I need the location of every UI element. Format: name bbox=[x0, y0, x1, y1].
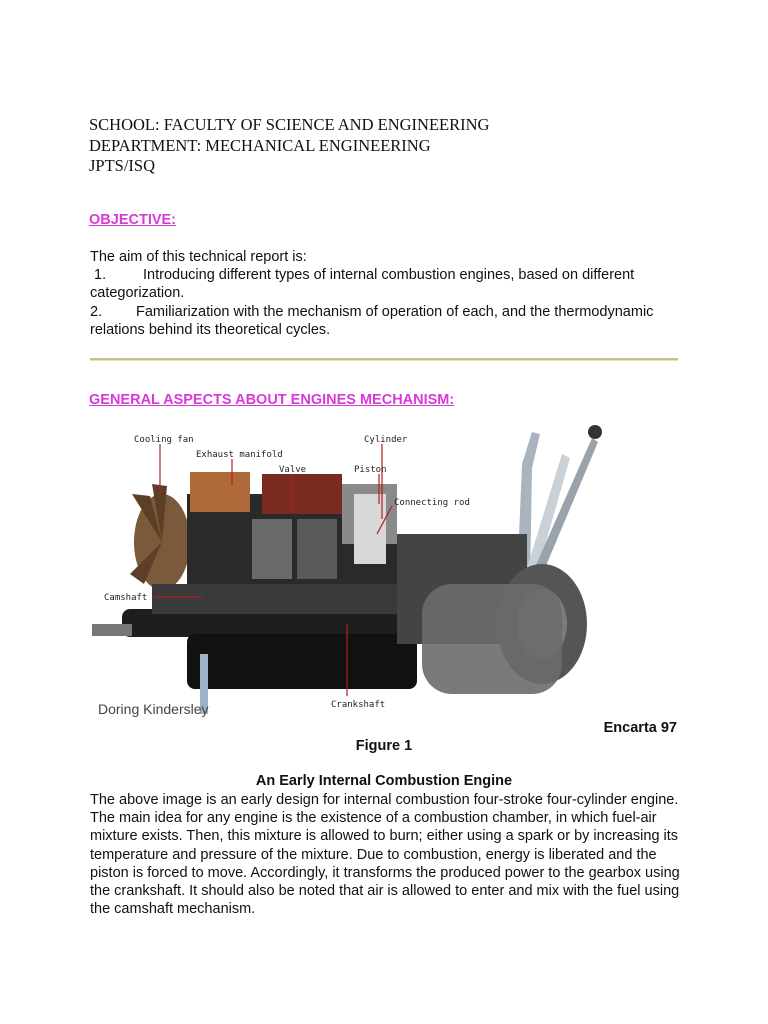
engine-illustration bbox=[92, 424, 612, 722]
label-piston: Piston bbox=[354, 465, 387, 475]
label-cylinder: Cylinder bbox=[364, 435, 408, 445]
objective-item-1 bbox=[90, 266, 690, 302]
department-line: DEPARTMENT: MECHANICAL ENGINEERING bbox=[89, 135, 431, 155]
figure-number: Figure 1 bbox=[355, 738, 413, 754]
cooling-fan-shape bbox=[130, 484, 190, 590]
school-line: SCHOOL: FACULTY OF SCIENCE AND ENGINEERING bbox=[89, 115, 490, 134]
body-paragraph: The above image is an early design for internal combustion four-stroke four-cylinder engine. The main idea for any engine is the existence of a combustion chamber, in which fuel-air mixture exists. Then, this mixture is allowed to burn; either using a spark or by increasing its temperature and pressure of the mixture. Due to combustion, energy is liberated and the piston is forced to move. Accordingly, it transforms the produced power to the gearbox using the crankshaft. It should also be noted that air is allowed to enter and mix with the fuel using the camshaft mechanism. bbox=[90, 792, 680, 918]
label-crankshaft: Crankshaft bbox=[331, 700, 386, 710]
label-valve: Valve bbox=[279, 465, 307, 475]
label-connecting-rod: Connecting rod bbox=[394, 498, 470, 508]
objective-section bbox=[90, 248, 690, 339]
objective-item-text: Familiarization with the mechanism of operation of each, and the thermodynamic relations behind its theoretical cycles. bbox=[90, 303, 654, 338]
document-header bbox=[89, 115, 489, 177]
figure-title: An Early Internal Combustion Engine bbox=[255, 773, 513, 789]
objective-item-number: 2. bbox=[90, 303, 103, 320]
objective-heading: OBJECTIVE: bbox=[89, 212, 177, 228]
label-cooling-fan: Cooling fan bbox=[134, 435, 194, 445]
figure-credit: Encarta 97 bbox=[603, 720, 677, 736]
label-exhaust-manifold: Exhaust manifold bbox=[196, 450, 283, 460]
gear-lever-shape bbox=[517, 425, 602, 584]
general-aspects-heading: GENERAL ASPECTS ABOUT ENGINES MECHANISM: bbox=[89, 392, 455, 408]
watermark-text: Doring Kindersley bbox=[98, 701, 209, 717]
objective-item-text: Introducing different types of internal combustion engines, based on different categorization. bbox=[90, 267, 635, 302]
objective-intro: The aim of this technical report is: bbox=[90, 249, 307, 265]
objective-item-2 bbox=[90, 303, 690, 339]
horizontal-rule bbox=[90, 358, 678, 361]
objective-item-number: 1. bbox=[94, 267, 107, 284]
engine-figure bbox=[92, 424, 612, 722]
label-camshaft: Camshaft bbox=[104, 593, 148, 603]
code-line: JPTS/ISQ bbox=[89, 156, 156, 175]
